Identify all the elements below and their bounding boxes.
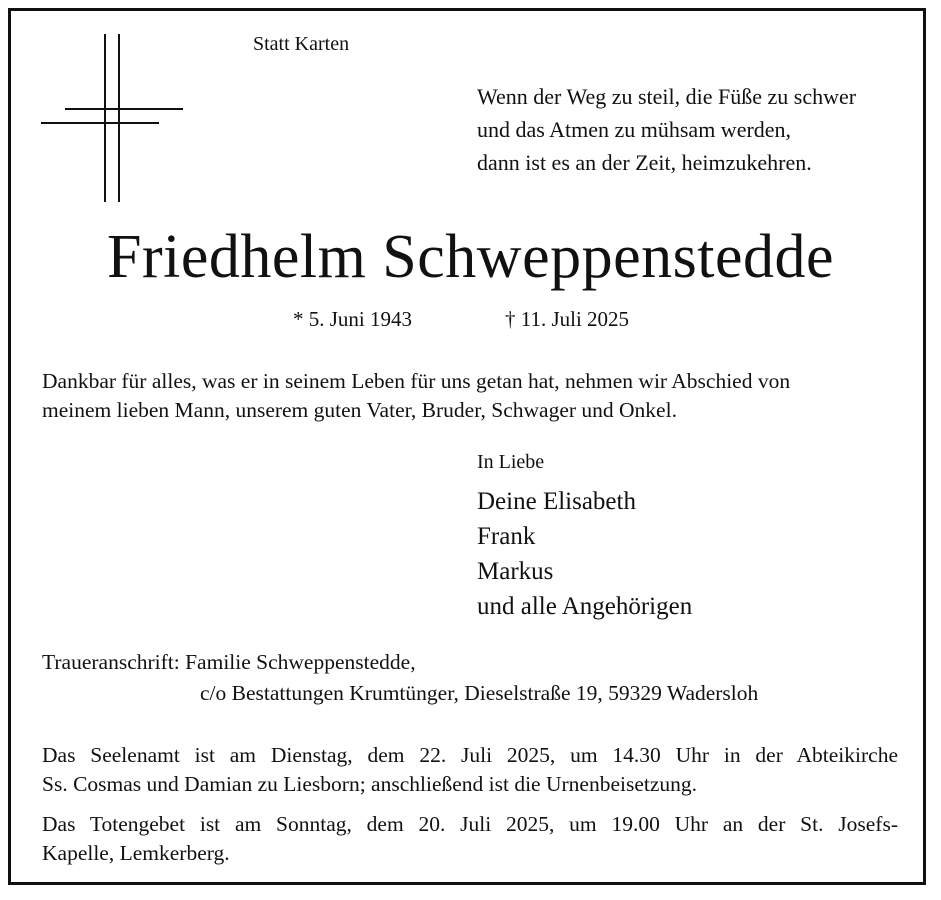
thanks-line: Dankbar für alles, was er in seinem Leben für uns getan hat, nehmen wir Abschied von bbox=[42, 369, 791, 393]
requiem-line: Ss. Cosmas und Damian zu Liesborn; anschließend ist die Urnenbeisetzung. bbox=[42, 772, 698, 796]
prayer-line: Kapelle, Lemkerberg. bbox=[42, 841, 230, 865]
in-liebe-label: In Liebe bbox=[477, 451, 545, 473]
birth-date: * 5. Juni 1943 bbox=[293, 307, 413, 331]
mourner-name: und alle Angehörigen bbox=[477, 593, 693, 620]
verse-line: und das Atmen zu mühsam werden, bbox=[477, 117, 792, 142]
mourning-address-line-2: c/o Bestattungen Krumtünger, Dieselstraße 19, 59329 Wadersloh bbox=[200, 681, 759, 705]
thanks-line: meinem lieben Mann, unserem guten Vater, Bruder, Schwager und Onkel. bbox=[42, 398, 677, 422]
mourning-address-line-1: Traueranschrift: Familie Schweppenstedde, bbox=[42, 650, 416, 674]
prayer-line: Das Totengebet ist am Sonntag, dem 20. Juli 2025, um 19.00 Uhr an der St. Josefs- bbox=[42, 812, 898, 836]
mourner-name: Deine Elisabeth bbox=[477, 488, 636, 515]
requiem-info bbox=[42, 741, 898, 799]
mourners-list bbox=[477, 484, 692, 624]
death-date: † 11. Juli 2025 bbox=[505, 307, 630, 331]
statt-karten-label: Statt Karten bbox=[253, 33, 350, 55]
verse bbox=[477, 80, 856, 179]
verse-line: dann ist es an der Zeit, heimzukehren. bbox=[477, 150, 812, 175]
mourner-name: Markus bbox=[477, 558, 554, 585]
prayer-info bbox=[42, 810, 898, 868]
verse-line: Wenn der Weg zu steil, die Füße zu schwer bbox=[477, 84, 857, 109]
requiem-line: Das Seelenamt ist am Dienstag, dem 22. Juli 2025, um 14.30 Uhr in der Abteikirche bbox=[42, 743, 898, 767]
thanks-text bbox=[42, 367, 790, 425]
mourner-name: Frank bbox=[477, 523, 536, 550]
deceased-name: Friedhelm Schweppenstedde bbox=[106, 223, 835, 291]
cross-icon bbox=[40, 34, 185, 202]
